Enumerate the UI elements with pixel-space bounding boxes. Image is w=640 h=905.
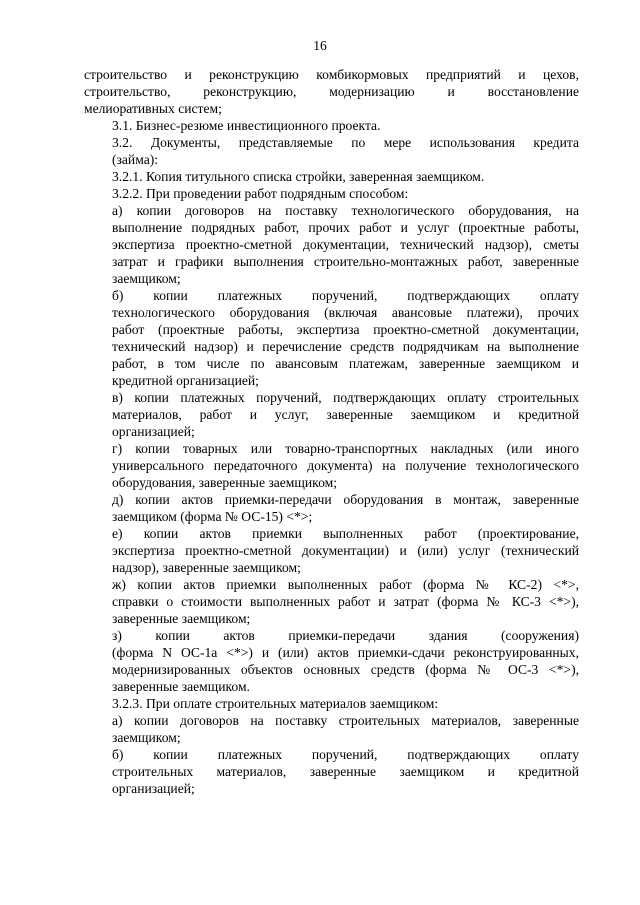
text-line: д) копии актов приемки-передачи оборудования в монтаж, заверенные	[112, 492, 579, 507]
text-line: (форма N ОС-1а <*>) и (или) актов приемки-сдачи реконструированных,	[112, 645, 579, 660]
text-line: 3.2.3. При оплате строительных материалов заемщиком:	[112, 696, 439, 711]
text-line: заемщиком;	[112, 271, 181, 286]
paragraph	[84, 440, 579, 491]
text-line: в) копии платежных поручений, подтверждающих оплату строительных	[112, 390, 579, 405]
text-line: технологического оборудования (включая авансовые платежи), прочих	[112, 305, 579, 320]
text-line: 3.2. Документы, представляемые по мере использования кредита	[112, 135, 579, 150]
paragraph	[84, 134, 579, 168]
text-line: мелиоративных систем;	[84, 101, 222, 116]
text-line: г) копии товарных или товарно-транспортных накладных (или иного	[112, 441, 579, 456]
paragraph	[84, 66, 579, 117]
text-line: з) копии актов приемки-передачи здания (сооружения)	[112, 628, 579, 643]
text-line: оборудования, заверенные заемщиком;	[112, 475, 337, 490]
text-line: заверенные заемщиком;	[112, 611, 251, 626]
text-line: 3.2.1. Копия титульного списка стройки, заверенная заемщиком.	[112, 169, 485, 184]
text-line: организацией;	[112, 424, 195, 439]
text-line: б) копии платежных поручений, подтверждающих оплату	[112, 747, 579, 762]
paragraph	[84, 712, 579, 746]
text-line: а) копии договоров на поставку строительных материалов, заверенные	[112, 713, 579, 728]
paragraph	[84, 287, 579, 389]
text-line: (займа):	[112, 152, 159, 167]
text-line: ж) копии актов приемки выполненных работ (форма № КС-2) <*>,	[112, 577, 579, 592]
text-line: технический надзор) и перечисление средств подрядчикам на выполнение	[112, 339, 579, 354]
text-line: универсального передаточного документа) на получение технологического	[112, 458, 579, 473]
paragraph	[84, 491, 579, 525]
paragraph	[84, 695, 579, 712]
text-line: а) копии договоров на поставку технологического оборудования, на	[112, 203, 579, 218]
text-line: экспертиза проектно-сметной документации) и (или) услуг (технический	[112, 543, 579, 558]
paragraph	[84, 202, 579, 287]
text-line: 3.1. Бизнес-резюме инвестиционного проекта.	[112, 118, 381, 133]
text-line: строительных материалов, заверенные заемщиком и кредитной	[112, 764, 579, 779]
text-line: строительство, реконструкцию, модернизацию и восстановление	[84, 84, 579, 99]
text-line: 3.2.2. При проведении работ подрядным способом:	[112, 186, 409, 201]
text-line: надзор), заверенные заемщиком;	[112, 560, 301, 575]
text-line: экспертиза проектно-сметной документации, технический надзор), сметы	[112, 237, 579, 252]
paragraph	[84, 117, 579, 134]
text-line: заверенные заемщиком.	[112, 679, 250, 694]
paragraph	[84, 185, 579, 202]
text-line: организацией;	[112, 781, 195, 796]
paragraph	[84, 525, 579, 576]
text-line: работ, в том числе по авансовым платежам, заверенные заемщиком и	[112, 356, 579, 371]
text-line: справки о стоимости выполненных работ и затрат (форма № КС-3 <*>),	[112, 594, 579, 609]
text-line: кредитной организацией;	[112, 373, 259, 388]
document-body	[84, 66, 579, 797]
text-line: заемщиком;	[112, 730, 181, 745]
paragraph	[84, 389, 579, 440]
text-line: строительство и реконструкцию комбикормовых предприятий и цехов,	[84, 67, 579, 82]
text-line: выполнение подрядных работ, прочих работ и услуг (проектные работы,	[112, 220, 579, 235]
text-line: модернизированных объектов основных средств (форма № ОС-3 <*>),	[112, 662, 579, 677]
page-number: 16	[313, 38, 327, 53]
text-line: работ (проектные работы, экспертиза проектно-сметной документации,	[112, 322, 579, 337]
text-line: заемщиком (форма № ОС-15) <*>;	[112, 509, 313, 524]
text-line: затрат и графики выполнения строительно-монтажных работ, заверенные	[112, 254, 579, 269]
paragraph	[84, 746, 579, 797]
text-line: е) копии актов приемки выполненных работ (проектирование,	[112, 526, 579, 541]
text-line: материалов, работ и услуг, заверенные заемщиком и кредитной	[112, 407, 579, 422]
paragraph	[84, 627, 579, 695]
text-line: б) копии платежных поручений, подтверждающих оплату	[112, 288, 579, 303]
paragraph	[84, 168, 579, 185]
paragraph	[84, 576, 579, 627]
